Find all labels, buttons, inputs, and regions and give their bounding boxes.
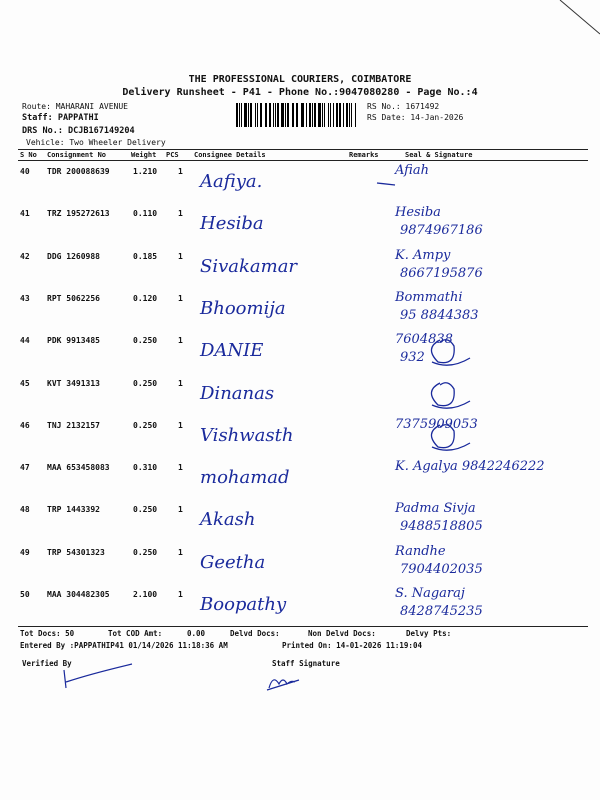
col-seal: Seal & Signature xyxy=(405,151,473,159)
receiver-signature: K. Agalya 9842246222 xyxy=(395,459,545,475)
table-row xyxy=(0,415,600,460)
pieces-count: 1 xyxy=(178,293,183,303)
delivered-docs: Delvd Docs: xyxy=(230,629,280,638)
weight-value: 0.250 xyxy=(133,420,158,430)
vehicle-label: Vehicle: Two Wheeler Delivery xyxy=(26,138,166,147)
serial-number: 47 xyxy=(20,463,30,473)
col-sno: S No xyxy=(20,151,37,159)
consignee-handwritten-name: Sivakamar xyxy=(200,255,298,277)
consignment-number: TRZ 195272613 xyxy=(47,209,110,219)
consignment-number: DDG 1260988 xyxy=(47,251,100,261)
pieces-count: 1 xyxy=(178,251,183,261)
serial-number: 42 xyxy=(20,251,30,261)
weight-value: 2.100 xyxy=(133,590,158,599)
table-row xyxy=(0,457,600,502)
receiver-phone: 95 8844383 xyxy=(400,307,479,323)
consignee-handwritten-name: Geetha xyxy=(200,551,266,573)
entered-by: Entered By :PAPPATHIP41 01/14/2026 11:18:36 AM xyxy=(20,641,228,650)
consignee-handwritten-name: Dinanas xyxy=(200,382,275,404)
table-top-rule xyxy=(18,149,588,150)
weight-value: 0.250 xyxy=(133,547,158,557)
total-docs: Tot Docs: 50 xyxy=(20,629,75,638)
pieces-count: 1 xyxy=(178,463,183,473)
weight-value: 1.210 xyxy=(133,167,158,176)
serial-number: 50 xyxy=(20,590,30,599)
serial-number: 48 xyxy=(20,505,30,515)
receiver-phone: 8667195876 xyxy=(400,265,483,281)
serial-number: 45 xyxy=(20,378,30,388)
verified-by-label: Verified By xyxy=(22,659,72,668)
receiver-signature: 7375909053 xyxy=(395,416,478,432)
consignee-handwritten-name: mohamad xyxy=(200,467,290,489)
rs-number: RS No.: 1671492 xyxy=(367,102,440,111)
receiver-phone: 9488518805 xyxy=(400,519,483,535)
table-row xyxy=(0,373,600,418)
receiver-phone: 7904402035 xyxy=(400,561,483,577)
pieces-count: 1 xyxy=(178,420,183,430)
pieces-count: 1 xyxy=(178,336,183,346)
receiver-signature: 7604838 xyxy=(395,332,453,348)
consignment-number: TNJ 2132157 xyxy=(47,420,100,430)
consignee-handwritten-name: Hesiba xyxy=(200,213,264,235)
printed-on: Printed On: 14-01-2026 11:19:04 xyxy=(282,641,422,650)
table-row xyxy=(0,499,600,544)
verifier-signature xyxy=(60,662,140,692)
consignment-number: MAA 304482305 xyxy=(47,590,110,599)
pieces-count: 1 xyxy=(178,167,183,176)
table-bottom-rule xyxy=(18,626,588,627)
route-label: Route: MAHARANI AVENUE xyxy=(22,102,128,111)
receiver-phone: 9874967186 xyxy=(400,223,483,239)
corner-mark xyxy=(540,0,600,40)
weight-value: 0.120 xyxy=(133,293,158,303)
pieces-count: 1 xyxy=(178,590,183,599)
table-row xyxy=(0,161,600,206)
receiver-signature: Randhe xyxy=(395,543,446,559)
serial-number: 40 xyxy=(20,167,30,176)
receiver-phone: 932 xyxy=(400,350,425,366)
weight-value: 0.110 xyxy=(133,209,158,219)
pieces-count: 1 xyxy=(178,547,183,557)
consignment-number: TDR 200088639 xyxy=(47,167,110,176)
consignment-number: KVT 3491313 xyxy=(47,378,100,388)
consignee-handwritten-name: Aafiya. xyxy=(200,171,263,192)
signature-scribble xyxy=(375,163,435,203)
receiver-signature: Padma Sivja xyxy=(395,501,476,517)
consignment-number: RPT 5062256 xyxy=(47,293,100,303)
receiver-signature: Afiah xyxy=(395,163,429,178)
weight-value: 0.250 xyxy=(133,336,158,346)
table-row xyxy=(0,330,600,375)
receiver-signature: Hesiba xyxy=(395,205,441,221)
consignment-number: TRP 1443392 xyxy=(47,505,100,515)
signature-scribble xyxy=(420,332,480,372)
col-weight: Weight xyxy=(131,151,157,159)
total-cod-label: Tot COD Amt: xyxy=(108,629,163,638)
staff-signature-mark xyxy=(265,670,305,692)
col-remarks: Remarks xyxy=(349,151,379,159)
pieces-count: 1 xyxy=(178,209,183,219)
signature-scribble xyxy=(420,417,480,457)
consignee-handwritten-name: DANIE xyxy=(200,340,264,362)
pieces-count: 1 xyxy=(178,378,183,388)
col-consignment: Consignment No xyxy=(47,151,107,159)
runsheet-title: Delivery Runsheet - P41 - Phone No.:9047080280 - Page No.:4 xyxy=(122,87,478,98)
pieces-count: 1 xyxy=(178,505,183,515)
weight-value: 0.310 xyxy=(133,463,158,473)
weight-value: 0.250 xyxy=(133,378,158,388)
non-delivered-docs: Non Delvd Docs: xyxy=(308,629,376,638)
consignment-number: MAA 653458083 xyxy=(47,463,110,473)
serial-number: 44 xyxy=(20,336,30,346)
company-title: THE PROFESSIONAL COURIERS, COIMBATORE xyxy=(188,74,412,85)
serial-number: 41 xyxy=(20,209,30,219)
receiver-signature: K. Ampy xyxy=(395,247,451,263)
weight-value: 0.250 xyxy=(133,505,158,515)
serial-number: 49 xyxy=(20,547,30,557)
barcode xyxy=(236,103,364,127)
table-row xyxy=(0,203,600,248)
staff-label: Staff: PAPPATHI xyxy=(22,113,99,123)
consignee-handwritten-name: Vishwasth xyxy=(200,424,294,446)
consignee-handwritten-name: Akash xyxy=(200,509,256,531)
table-row xyxy=(0,288,600,333)
receiver-phone: 8428745235 xyxy=(400,604,483,619)
rs-date: RS Date: 14-Jan-2026 xyxy=(367,113,464,122)
consignment-number: PDK 9913485 xyxy=(47,336,100,346)
drs-number: DRS No.: DCJB167149204 xyxy=(22,126,135,136)
receiver-signature: S. Nagaraj xyxy=(395,586,465,601)
table-row xyxy=(0,542,600,587)
serial-number: 46 xyxy=(20,420,30,430)
signature-scribble xyxy=(420,375,480,415)
receiver-signature: Bommathi xyxy=(395,289,463,305)
weight-value: 0.185 xyxy=(133,251,158,261)
col-pcs: PCS xyxy=(166,151,179,159)
staff-signature-label: Staff Signature xyxy=(272,659,340,668)
consignment-number: TRP 54301323 xyxy=(47,547,105,557)
consignee-handwritten-name: Bhoomija xyxy=(200,297,286,319)
serial-number: 43 xyxy=(20,293,30,303)
col-consignee: Consignee Details xyxy=(194,151,266,159)
table-row xyxy=(0,584,600,629)
delivery-points: Delvy Pts: xyxy=(406,629,452,638)
total-cod-value: 0.00 xyxy=(187,629,206,638)
table-row xyxy=(0,246,600,291)
consignee-handwritten-name: Boopathy xyxy=(200,594,287,615)
